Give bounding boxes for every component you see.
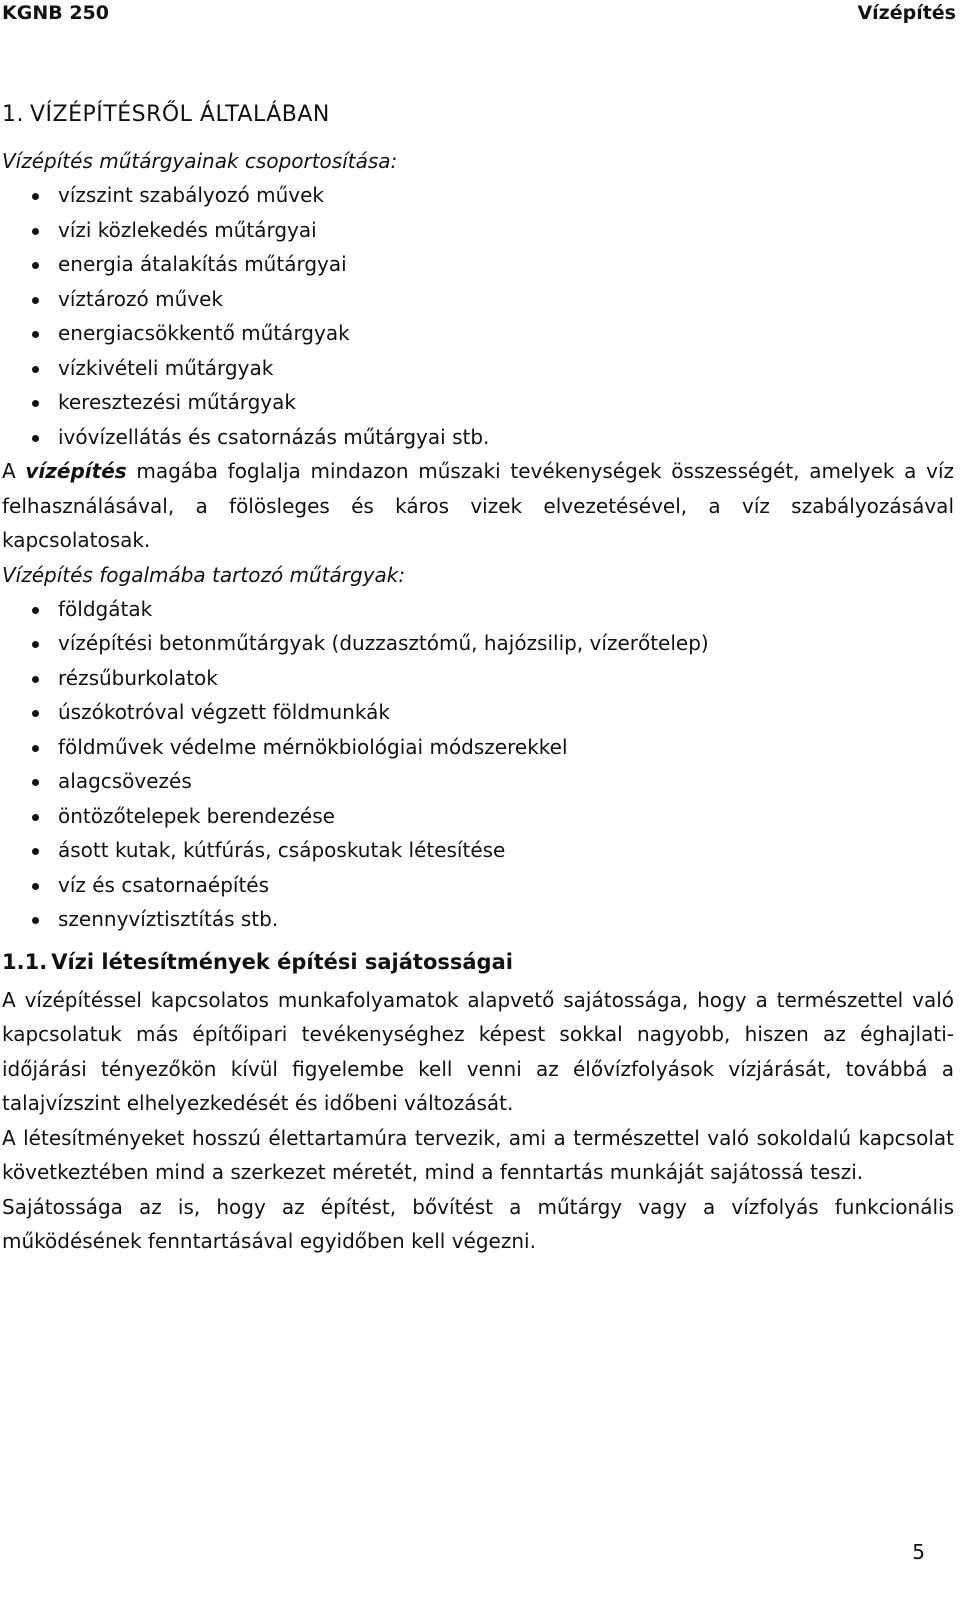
bullet-icon	[32, 745, 39, 752]
list-item: víz és csatornaépítés	[2, 868, 954, 903]
list-item: energia átalakítás műtárgyai	[2, 247, 954, 282]
bullet-icon	[32, 641, 39, 648]
list-item: földgátak	[2, 592, 954, 627]
bullet-icon	[32, 366, 39, 373]
list-item: energiacsökkentő műtárgyak	[2, 316, 954, 351]
bullet-icon	[32, 883, 39, 890]
bullet-icon	[32, 848, 39, 855]
list-item: öntözőtelepek berendezése	[2, 799, 954, 834]
list-item: ivóvízellátás és csatornázás műtárgyai stb.	[2, 420, 954, 455]
list-item: vízszint szabályozó művek	[2, 178, 954, 213]
subsection-heading	[2, 945, 954, 979]
body-paragraph: A vízépítéssel kapcsolatos munkafolyamatok alapvető sajátossága, hogy a természettel való kapcsolatuk más építőipari tevékenységhez képest sokkal nagyobb, hiszen az éghajlati-időjárási tényezőkön kívül figyelembe kell venni az élővízfolyások vízjárását, továbbá a talajvízszint elhelyezkedését és időbeni változását.	[2, 987, 954, 1115]
subsection-title: Vízi létesítmények építési sajátosságai	[51, 949, 513, 974]
list-item: vízi közlekedés műtárgyai	[2, 213, 954, 248]
bullet-icon	[32, 779, 39, 786]
definition-paragraph: A vízépítés magába foglalja mindazon műszaki tevékenységek összességét, amelyek a víz felhasználásával, a fölösleges és káros vizek elvezetésével, a víz szabályozásával kapcsolatosak.	[2, 459, 954, 552]
bullet-icon	[32, 917, 39, 924]
section-number: 1.	[2, 102, 24, 127]
section-title: VÍZÉPÍTÉSRŐL ÁLTALÁBAN	[30, 102, 330, 127]
section-heading	[2, 100, 954, 130]
page-body	[2, 100, 954, 1259]
list-item: szennyvíztisztítás stb.	[2, 902, 954, 937]
page-number: 5	[912, 1540, 925, 1564]
subsection-number: 1.1.	[2, 949, 48, 974]
list-item: vízépítési betonműtárgyak (duzzasztómű, hajózsilip, vízerőtelep)	[2, 626, 954, 661]
definition-term: vízépítés	[25, 459, 127, 483]
bullet-icon	[32, 262, 39, 269]
bullet-icon	[32, 435, 39, 442]
list-item: víztározó művek	[2, 282, 954, 317]
bullet-icon	[32, 193, 39, 200]
list-item: alagcsövezés	[2, 764, 954, 799]
list-item: úszókotróval végzett földmunkák	[2, 695, 954, 730]
bullet-icon	[32, 814, 39, 821]
bullet-icon	[32, 400, 39, 407]
bullet-icon	[32, 607, 39, 614]
list-item: vízkivételi műtárgyak	[2, 351, 954, 386]
grouping-list	[2, 178, 954, 454]
bullet-icon	[32, 297, 39, 304]
course-code: KGNB 250	[2, 2, 109, 24]
header-subject: Vízépítés	[857, 2, 956, 24]
list-item: rézsűburkolatok	[2, 661, 954, 696]
concept-list	[2, 592, 954, 937]
body-paragraph: A létesítményeket hosszú élettartamúra tervezik, ami a természettel való sokoldalú kapcsolat következtében mind a szerkezet méretét, mind a fenntartás munkáját sajátossá teszi.	[2, 1125, 954, 1184]
bullet-icon	[32, 676, 39, 683]
concept-caption: Vízépítés fogalmába tartozó műtárgyak:	[2, 562, 406, 587]
bullet-icon	[32, 710, 39, 717]
body-paragraph: Sajátossága az is, hogy az építést, bővítést a műtárgy vagy a vízfolyás funkcionális működésének fenntartásával egyidőben kell végezni.	[2, 1194, 954, 1253]
page-header	[0, 2, 960, 28]
bullet-icon	[32, 228, 39, 235]
grouping-caption: Vízépítés műtárgyainak csoportosítása:	[2, 149, 398, 173]
bullet-icon	[32, 331, 39, 338]
list-item: földművek védelme mérnökbiológiai módszerekkel	[2, 730, 954, 765]
list-item: ásott kutak, kútfúrás, csáposkutak létesítése	[2, 833, 954, 868]
list-item: keresztezési műtárgyak	[2, 385, 954, 420]
